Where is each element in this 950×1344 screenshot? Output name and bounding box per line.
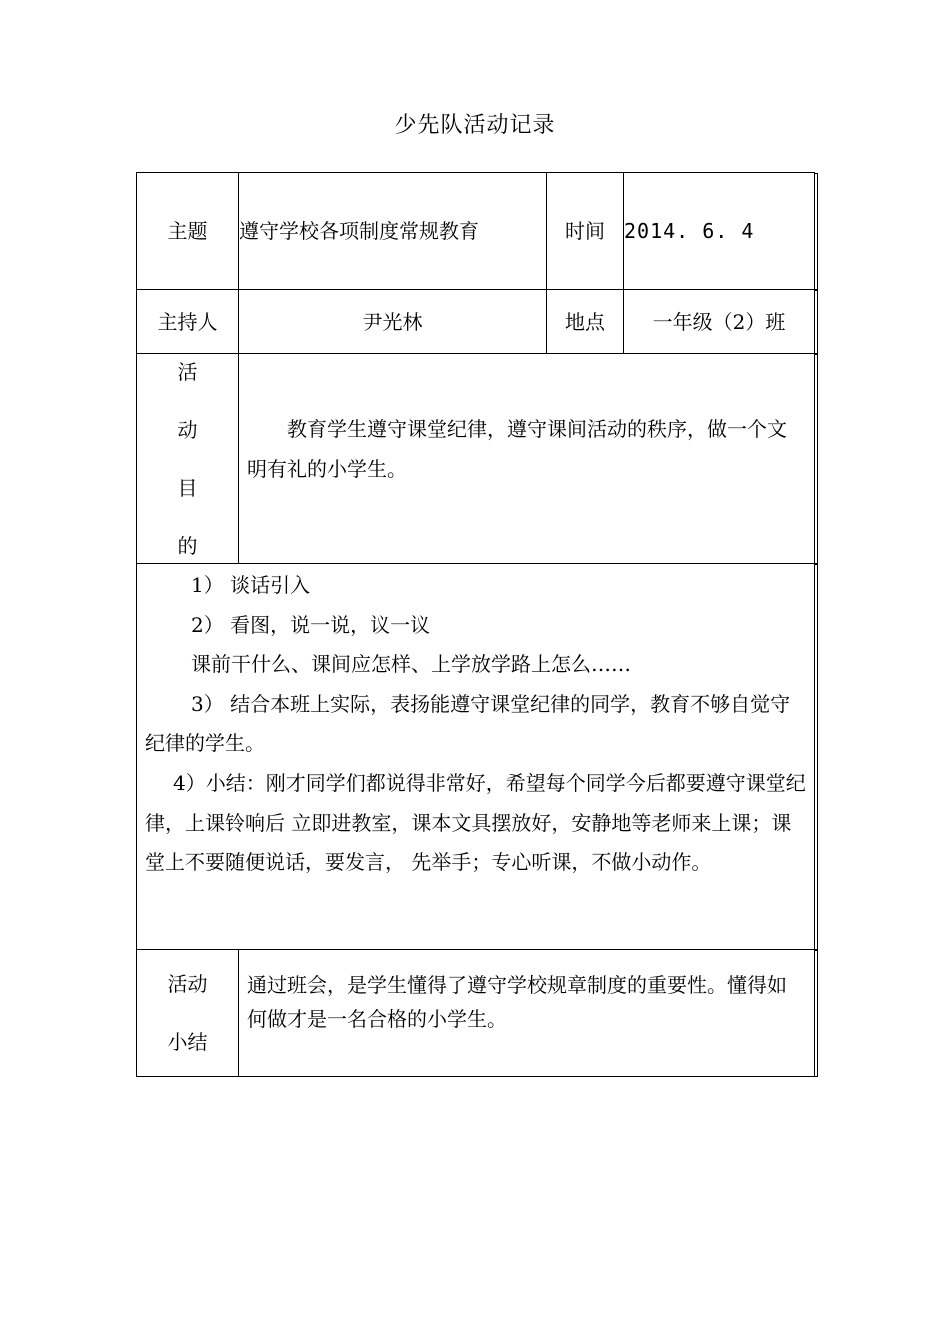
host-label: 主持人 [137,290,239,354]
theme-value: 遵守学校各项制度常规教育 [239,173,547,290]
document-title: 少先队活动记录 [394,113,556,138]
activity-record-table [136,172,815,1077]
goal-label-char: 目 [177,475,198,500]
host-value: 尹光林 [239,290,547,354]
goal-label-char: 活 [177,359,198,384]
process-step-2-detail: 课前干什么、课间应怎样、上学放学路上怎么…… [191,652,631,677]
summary-label-top: 活动 [167,972,208,996]
goal-label-char: 动 [177,417,198,442]
place-value: 一年级（2）班 [624,290,815,354]
time-label: 时间 [547,173,624,290]
summary-label-bottom: 小结 [167,1030,208,1054]
host-row [137,290,815,354]
place-label: 地点 [547,290,624,354]
process-step-1: 1） 谈话引入 [191,573,311,597]
process-step-2: 2） 看图，说一说，议一议 [191,612,431,637]
theme-label: 主题 [137,173,239,290]
process-cell [137,564,815,950]
goal-cell [239,354,815,564]
goal-label-char: 的 [177,533,198,558]
process-step-3: 3） 结合本班上实际，表扬能遵守课堂纪律的同学，教育不够自觉守纪律的学生。 [145,691,791,756]
theme-row [137,173,815,290]
summary-label [137,950,239,1077]
goal-row [137,354,815,564]
summary-row [137,950,815,1077]
summary-text: 通过班会，是学生懂得了遵守学校规章制度的重要性。懂得如何做才是一名合格的小学生。 [247,973,787,1031]
process-row [137,564,815,950]
goal-label [137,354,239,564]
summary-cell [239,950,815,1077]
time-value: 2014. 6. 4 [624,173,815,290]
goal-text: 教育学生遵守课堂纪律，遵守课间活动的秩序，做一个文明有礼的小学生。 [247,416,787,481]
process-step-4: 4）小结：刚才同学们都说得非常好，希望每个同学今后都要遵守课堂纪律，上课铃响后 立即进教室，课本文具摆放好，安静地等老师来上课；课堂上不要随便说话，要发言， 先举手；专心听课，不做小动作。 [145,770,806,875]
